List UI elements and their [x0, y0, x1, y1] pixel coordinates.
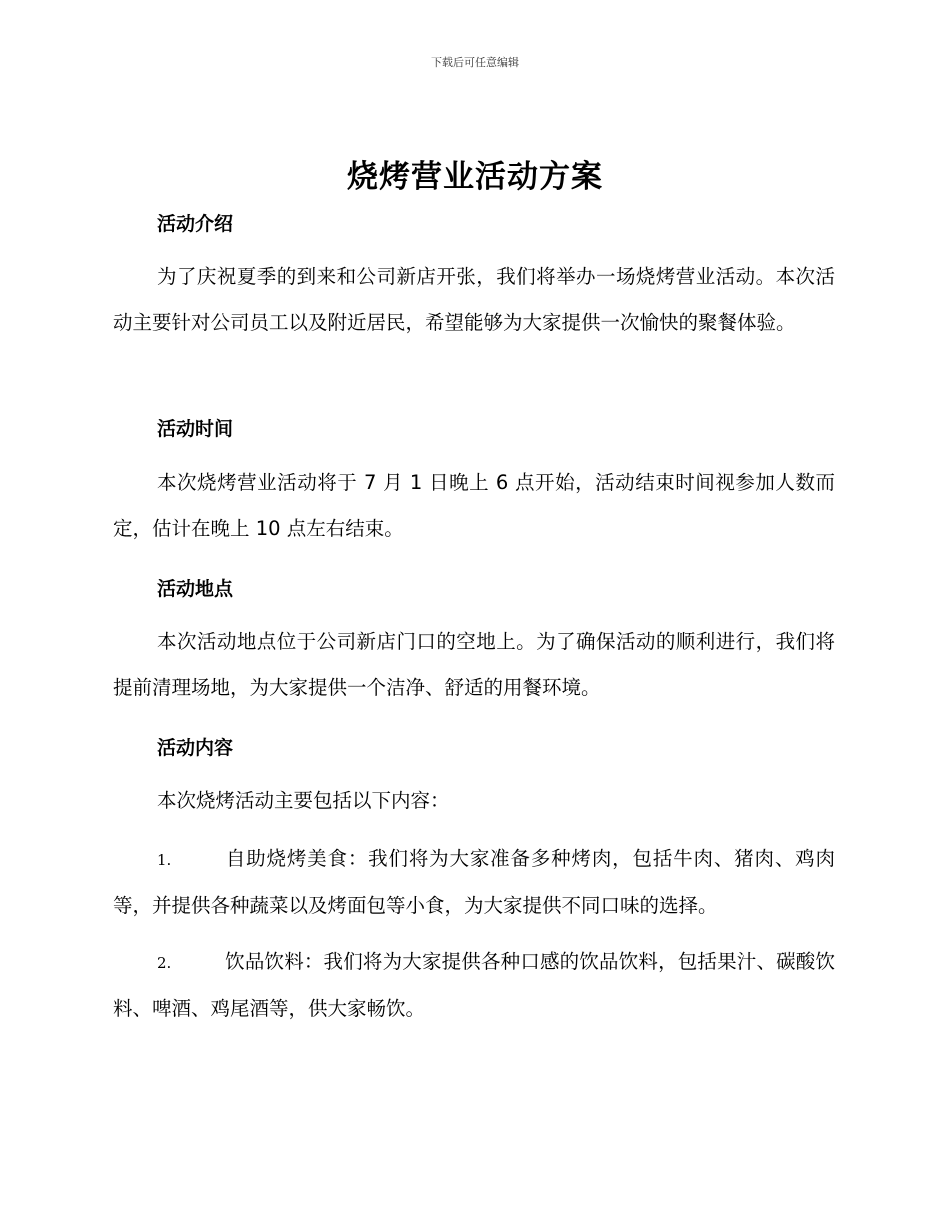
section-heading-intro: 活动介绍 [157, 213, 234, 235]
list-item-number: 1. [157, 851, 172, 869]
section-heading-content: 活动内容 [157, 737, 234, 759]
list-item [113, 836, 835, 929]
list-item-text: 自助烧烤美食：我们将为大家准备多种烤肉，包括牛肉、猪肉、鸡肉等，并提供各种蔬菜以及烤面包等小食，为大家提供不同口味的选择。 [113, 847, 835, 917]
list-item-text: 饮品饮料：我们将为大家提供各种口感的饮品饮料，包括果汁、碳酸饮料、啤酒、鸡尾酒等，供大家畅饮。 [113, 950, 835, 1020]
section-heading-location: 活动地点 [157, 578, 234, 600]
list-item [113, 939, 835, 1032]
section-paragraph-intro: 为了庆祝夏季的到来和公司新店开张，我们将举办一场烧烤营业活动。本次活动主要针对公司员工以及附近居民，希望能够为大家提供一次愉快的聚餐体验。 [113, 265, 835, 334]
list-item-number: 2. [157, 954, 172, 972]
section-paragraph-location: 本次活动地点位于公司新店门口的空地上。为了确保活动的顺利进行，我们将提前清理场地，为大家提供一个洁净、舒适的用餐环境。 [113, 630, 835, 699]
section-paragraph-content: 本次烧烤活动主要包括以下内容： [157, 789, 450, 812]
section-paragraph-time: 本次烧烤营业活动将于 7 月 1 日晚上 6 点开始，活动结束时间视参加人数而定，估计在晚上 10 点左右结束。 [113, 471, 835, 540]
document-title: 烧烤营业活动方案 [347, 159, 603, 195]
header-note: 下载后可任意编辑 [431, 56, 519, 69]
section-heading-time: 活动时间 [157, 418, 234, 440]
